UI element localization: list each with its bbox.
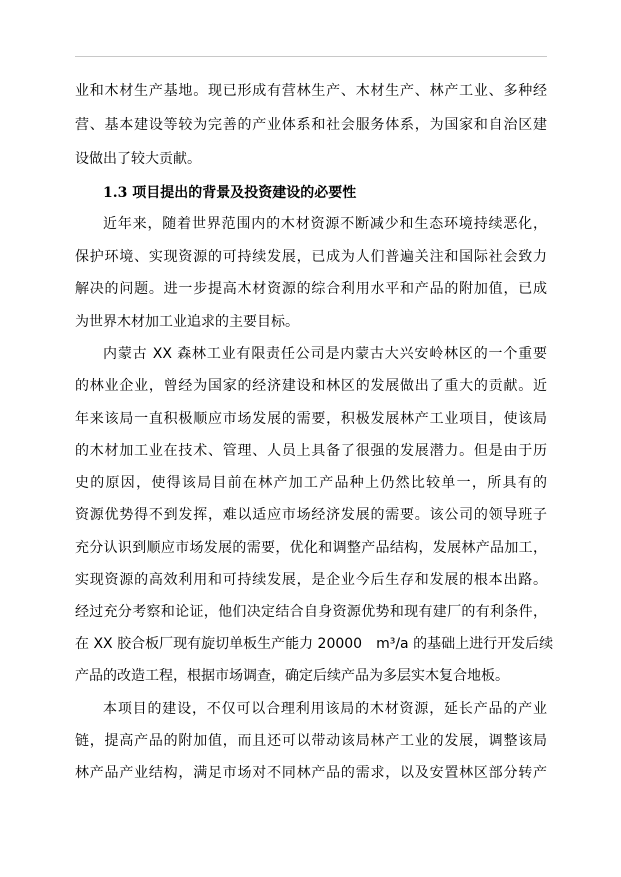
- text-line: 解决的问题。进一步提高木材资源的综合利用水平和产品的附加值，已成: [75, 281, 547, 297]
- section-heading: 1.3 项目提出的背景及投资建设的必要性: [103, 185, 357, 201]
- text-line: 近年来，随着世界范围内的木材资源不断减少和生态环境持续恶化，: [103, 216, 547, 232]
- text-line: 保护环境、实现资源的可持续发展，已成为人们普遍关注和国际社会致力: [75, 249, 547, 265]
- text-line: 在 XX 胶合板厂现有旋切单板生产能力 20000 m³/a 的基础上进行开发后续: [75, 636, 554, 652]
- header-rule: [75, 56, 547, 57]
- text-line: 林产品产业结构，满足市场对不同林产品的需求，以及安置林区部分转产: [75, 765, 547, 781]
- text-line: 资源优势得不到发挥，难以适应市场经济发展的需要。该公司的领导班子: [75, 507, 547, 523]
- text-line: 设做出了较大贡献。: [75, 151, 201, 167]
- text-line: 营、基本建设等较为完善的产业体系和社会服务体系，为国家和自治区建: [75, 117, 547, 133]
- text-line: 内蒙古 XX 森林工业有限责任公司是内蒙古大兴安岭林区的一个重要: [103, 346, 547, 362]
- text-line: 经过充分考察和论证，他们决定结合自身资源优势和现有建厂的有利条件，: [75, 604, 547, 620]
- text-line: 的林业企业，曾经为国家的经济建设和林区的发展做出了重大的贡献。近: [75, 378, 547, 394]
- text-line: 链，提高产品的附加值，而且还可以带动该局林产工业的发展，调整该局: [75, 733, 547, 749]
- text-line: 为世界木材加工业追求的主要目标。: [75, 314, 299, 330]
- text-line: 业和木材生产基地。现已形成有营林生产、木材生产、林产工业、多种经: [75, 83, 547, 99]
- text-line: 产品的改造工程，根据市场调查，确定后续产品为多层实木复合地板。: [75, 668, 509, 684]
- text-line: 史的原因，使得该局目前在林产加工产品种上仍然比较单一，所具有的: [75, 475, 547, 491]
- text-line: 充分认识到顺应市场发展的需要，优化和调整产品结构，发展林产品加工，: [75, 540, 547, 556]
- text-line: 年来该局一直积极顺应市场发展的需要，积极发展林产工业项目，使该局: [75, 411, 547, 427]
- text-line: 的木材加工业在技术、管理、人员上具备了很强的发展潜力。但是由于历: [75, 443, 547, 459]
- text-line: 本项目的建设，不仅可以合理利用该局的木材资源，延长产品的产业: [103, 701, 547, 717]
- text-line: 实现资源的高效利用和可持续发展，是企业今后生存和发展的根本出路。: [75, 572, 547, 588]
